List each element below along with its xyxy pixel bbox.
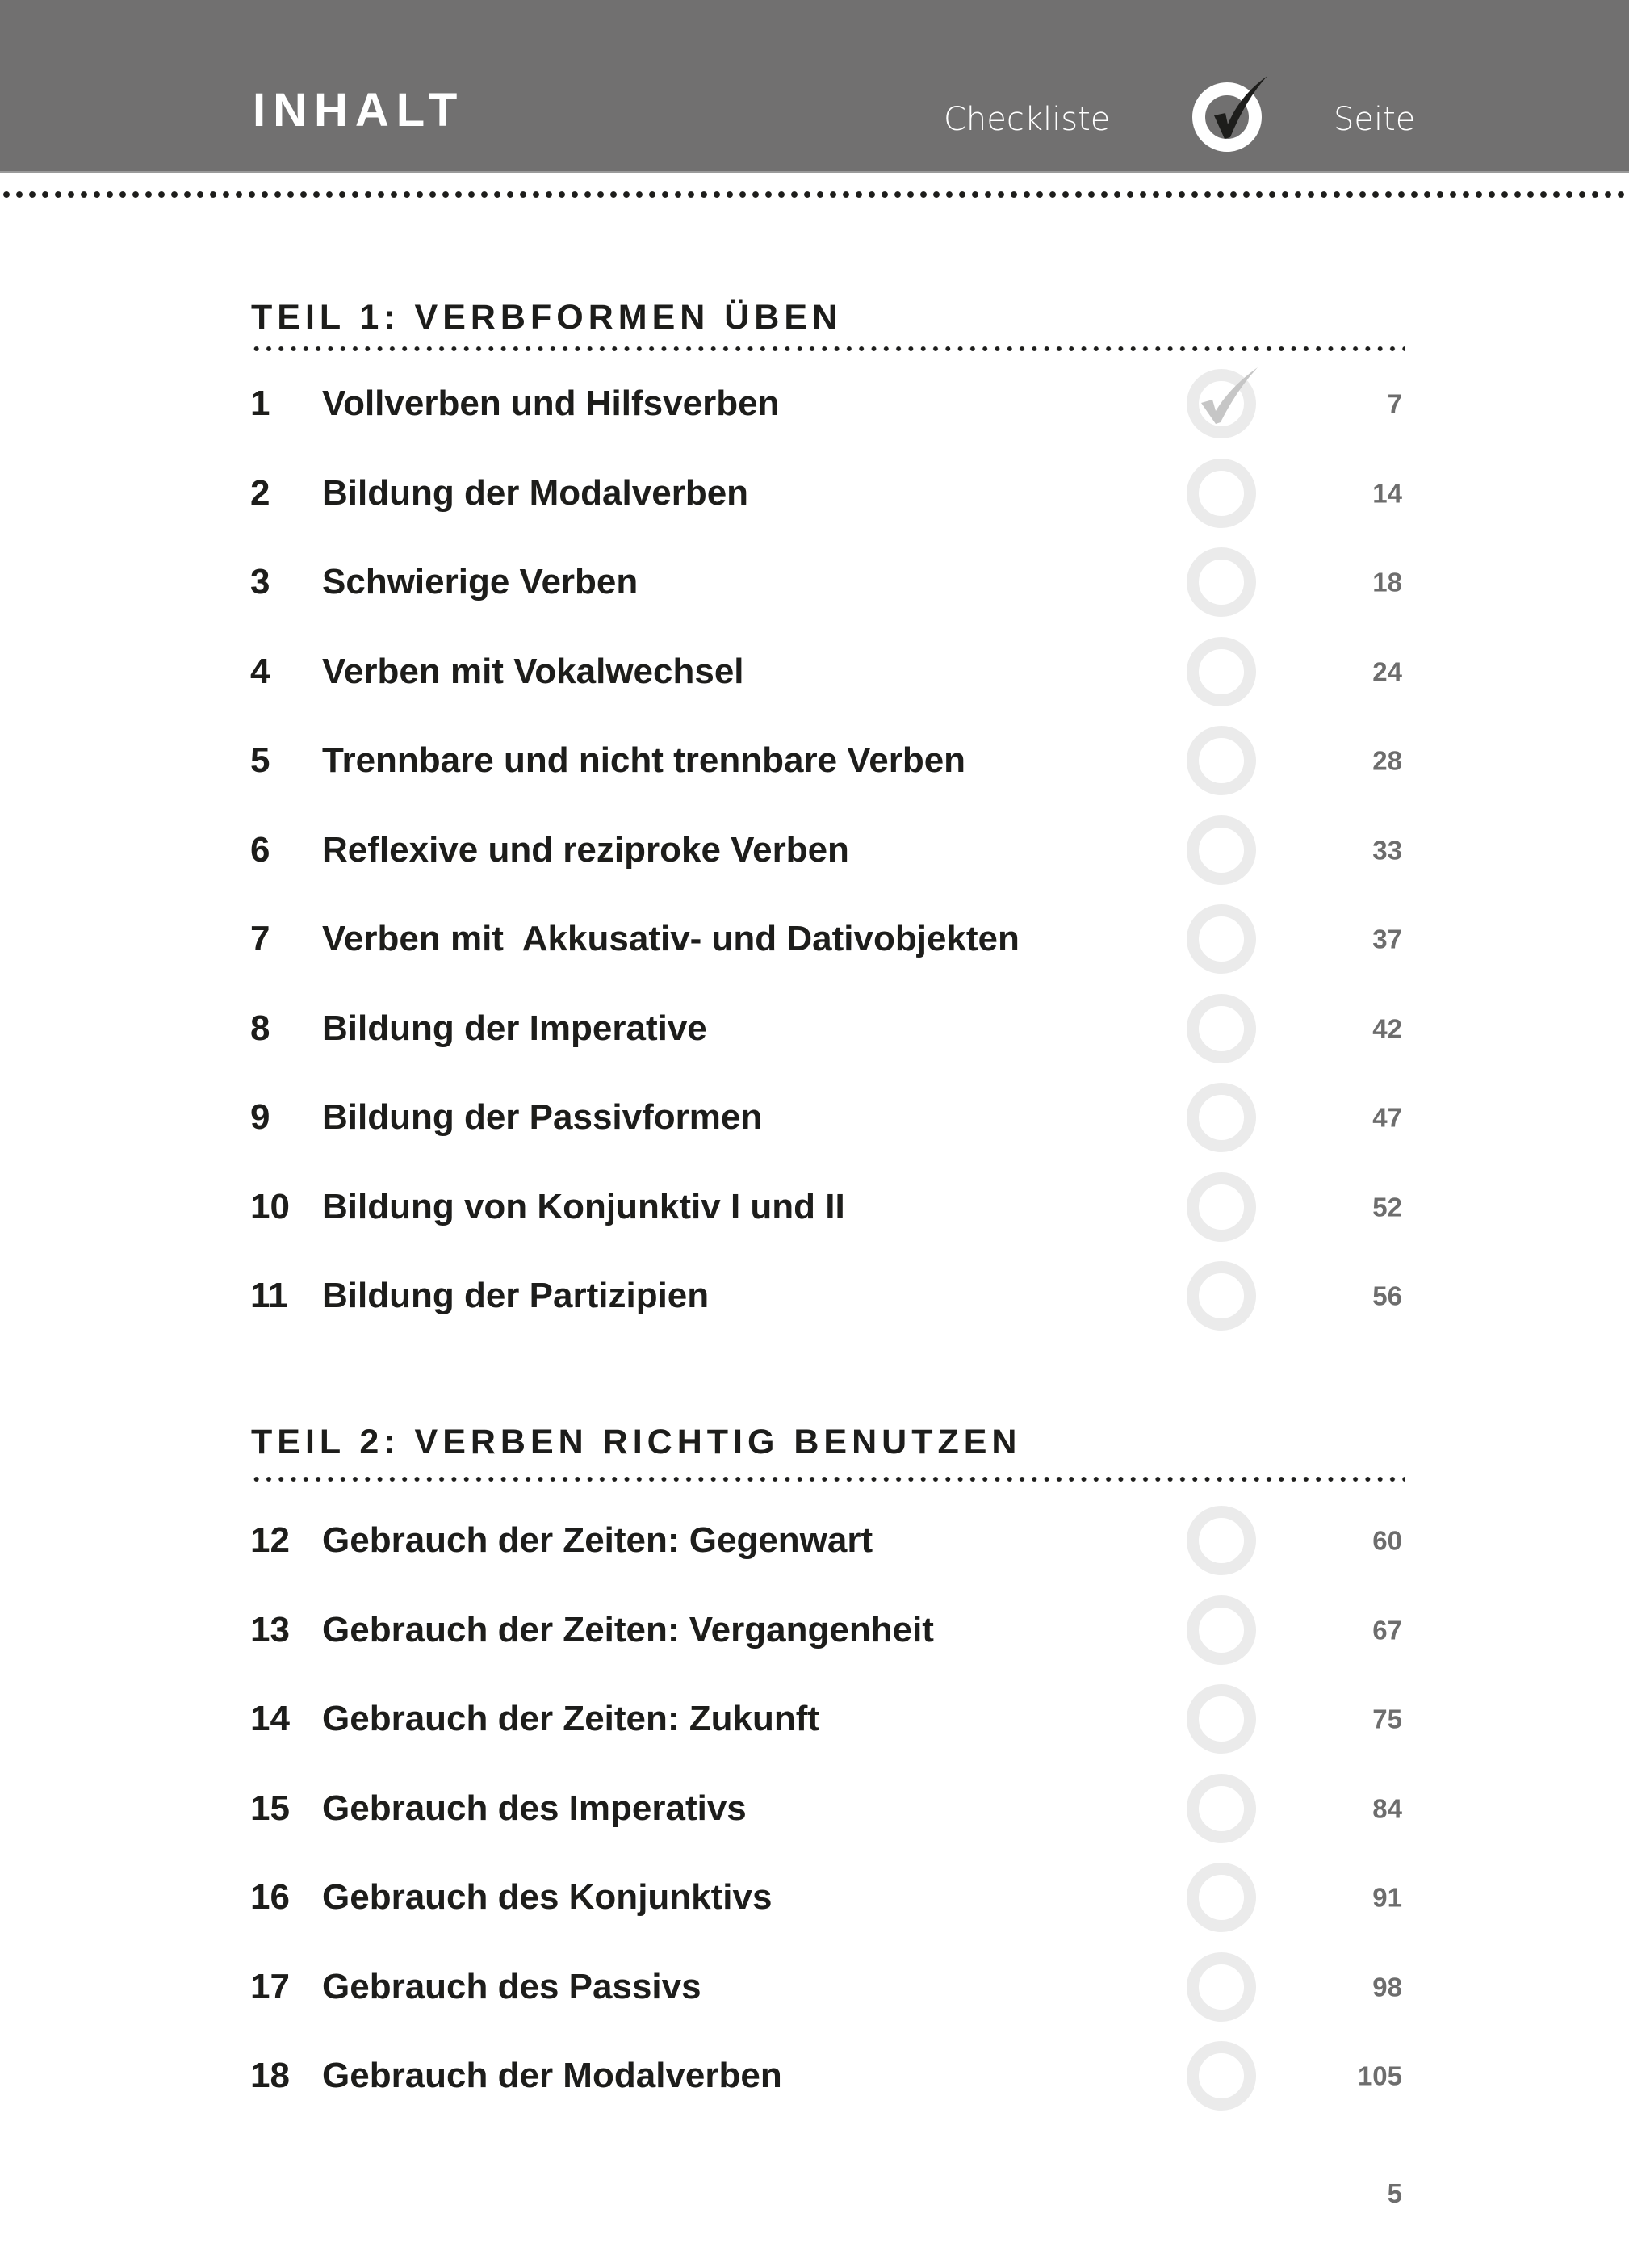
chapter-title[interactable]: Bildung der Modalverben xyxy=(322,472,749,513)
checklist-checkbox[interactable] xyxy=(1187,1083,1256,1152)
chapter-page-number: 98 xyxy=(1372,1972,1402,2002)
header-dotted-divider xyxy=(0,191,1629,199)
toc-entry[interactable] xyxy=(0,1853,1629,1942)
toc-entry[interactable] xyxy=(0,984,1629,1073)
page-title: INHALT xyxy=(253,84,465,136)
chapter-title[interactable]: Gebrauch des Imperativs xyxy=(322,1788,747,1828)
chapter-page-number: 28 xyxy=(1372,745,1402,776)
checkbox-ring-icon xyxy=(1187,1506,1256,1575)
page-column-label: Seite xyxy=(1334,101,1416,138)
checklist-checkbox[interactable] xyxy=(1187,1684,1256,1754)
chapter-page-number: 47 xyxy=(1372,1102,1402,1133)
toc-entry[interactable] xyxy=(0,716,1629,805)
chapter-page-number: 52 xyxy=(1372,1192,1402,1222)
chapter-title[interactable]: Gebrauch der Modalverben xyxy=(322,2056,782,2095)
checkbox-ring-icon xyxy=(1187,994,1256,1063)
chapter-number: 4 xyxy=(250,651,270,691)
chapter-number: 6 xyxy=(250,829,270,870)
chapter-number: 1 xyxy=(250,384,270,423)
toc-entry[interactable] xyxy=(0,1943,1629,2031)
checklist-checkbox-checked[interactable] xyxy=(1187,369,1256,438)
checkbox-ring-icon xyxy=(1187,1774,1256,1843)
chapter-page-number: 33 xyxy=(1372,835,1402,865)
toc-entry[interactable] xyxy=(0,1764,1629,1853)
chapter-title[interactable]: Bildung von Konjunktiv I und II xyxy=(322,1186,845,1226)
checkbox-ring-icon xyxy=(1187,904,1256,974)
checklist-checkbox[interactable] xyxy=(1187,1863,1256,1932)
chapter-number: 16 xyxy=(250,1877,290,1917)
chapter-title[interactable]: Bildung der Imperative xyxy=(322,1008,707,1048)
chapter-title[interactable]: Gebrauch des Passivs xyxy=(322,1966,701,2006)
checkbox-ring-icon xyxy=(1187,726,1256,795)
checklist-checkbox[interactable] xyxy=(1187,637,1256,706)
chapter-number: 2 xyxy=(250,472,270,513)
checkbox-ring-icon xyxy=(1187,547,1256,617)
toc-entry[interactable] xyxy=(0,2031,1629,2120)
checklist-checkbox[interactable] xyxy=(1187,994,1256,1063)
checkbox-ring-icon xyxy=(1187,637,1256,706)
toc-entry[interactable] xyxy=(0,895,1629,983)
toc-entry[interactable] xyxy=(0,1586,1629,1675)
chapter-title[interactable]: Trennbare und nicht trennbare Verben xyxy=(322,740,966,780)
checklist-checkbox[interactable] xyxy=(1187,1506,1256,1575)
checkbox-ring-icon xyxy=(1187,1172,1256,1242)
checkbox-ring-icon xyxy=(1187,2041,1256,2111)
chapter-number: 8 xyxy=(250,1008,270,1048)
checklist-checkbox[interactable] xyxy=(1187,904,1256,974)
toc-entry[interactable] xyxy=(0,627,1629,716)
chapter-page-number: 18 xyxy=(1372,567,1402,597)
checkbox-ring-icon xyxy=(1187,1083,1256,1152)
chapter-number: 7 xyxy=(250,919,270,958)
checklist-checkbox[interactable] xyxy=(1187,1952,1256,2022)
checkbox-ring-icon xyxy=(1187,1684,1256,1754)
checkbox-ring-icon xyxy=(1187,1863,1256,1932)
chapter-title[interactable]: Gebrauch der Zeiten: Vergangenheit xyxy=(322,1609,934,1650)
chapter-page-number: 24 xyxy=(1372,656,1402,686)
checkbox-ring-icon xyxy=(1187,1595,1256,1665)
chapter-page-number: 7 xyxy=(1387,388,1402,419)
section-dotted-divider xyxy=(250,346,1405,352)
toc-entry[interactable] xyxy=(0,538,1629,627)
chapter-title[interactable]: Reflexive und reziproke Verben xyxy=(322,829,849,870)
check-circle-icon xyxy=(1190,71,1271,152)
checkbox-ring-icon xyxy=(1187,1952,1256,2022)
toc-entry[interactable] xyxy=(0,1163,1629,1251)
toc-entry[interactable] xyxy=(0,359,1629,448)
chapter-number: 10 xyxy=(250,1186,290,1226)
chapter-page-number: 56 xyxy=(1372,1281,1402,1311)
chapter-title[interactable]: Gebrauch des Konjunktivs xyxy=(322,1877,773,1917)
chapter-number: 17 xyxy=(250,1966,290,2006)
chapter-title[interactable]: Gebrauch der Zeiten: Gegenwart xyxy=(322,1520,873,1560)
chapter-number: 14 xyxy=(250,1699,290,1738)
chapter-number: 13 xyxy=(250,1609,290,1650)
checklist-checkbox[interactable] xyxy=(1187,2041,1256,2111)
chapter-page-number: 105 xyxy=(1357,2060,1402,2091)
toc-entry[interactable] xyxy=(0,806,1629,895)
chapter-title[interactable]: Verben mit Akkusativ- und Dativobjekten xyxy=(322,919,1020,958)
checklist-column-label: Checkliste xyxy=(944,101,1111,138)
chapter-title[interactable]: Bildung der Passivformen xyxy=(322,1097,763,1137)
chapter-page-number: 75 xyxy=(1372,1704,1402,1734)
checkbox-ring-icon xyxy=(1187,1261,1256,1331)
chapter-page-number: 67 xyxy=(1372,1615,1402,1645)
toc-entry[interactable] xyxy=(0,449,1629,538)
section-heading: TEIL 1: VERBFORMEN ÜBEN xyxy=(251,298,843,337)
checkbox-ring-icon xyxy=(1187,459,1256,528)
chapter-number: 15 xyxy=(250,1788,290,1828)
chapter-title[interactable]: Bildung der Partizipien xyxy=(322,1276,710,1315)
checklist-checkbox[interactable] xyxy=(1187,1774,1256,1843)
chapter-page-number: 37 xyxy=(1372,924,1402,954)
toc-entry[interactable] xyxy=(0,1496,1629,1585)
checklist-checkbox[interactable] xyxy=(1187,815,1256,885)
chapter-number: 12 xyxy=(250,1520,290,1560)
chapter-page-number: 42 xyxy=(1372,1013,1402,1043)
toc-entry[interactable] xyxy=(0,1675,1629,1763)
section-heading: TEIL 2: VERBEN RICHTIG BENUTZEN xyxy=(251,1423,1022,1461)
chapter-title[interactable]: Vollverben und Hilfsverben xyxy=(322,384,780,423)
checkmark-icon xyxy=(1193,358,1261,426)
chapter-page-number: 84 xyxy=(1372,1793,1402,1823)
chapter-title[interactable]: Gebrauch der Zeiten: Zukunft xyxy=(322,1699,820,1738)
chapter-number: 9 xyxy=(250,1097,270,1137)
checklist-checkbox[interactable] xyxy=(1187,459,1256,528)
chapter-title[interactable]: Schwierige Verben xyxy=(322,562,639,602)
chapter-title[interactable]: Verben mit Vokalwechsel xyxy=(322,651,744,691)
checklist-checkbox[interactable] xyxy=(1187,1595,1256,1665)
checklist-checkbox[interactable] xyxy=(1187,1261,1256,1331)
chapter-number: 3 xyxy=(250,562,270,602)
checklist-checkbox[interactable] xyxy=(1187,547,1256,617)
chapter-number: 11 xyxy=(250,1276,288,1315)
checklist-checkbox[interactable] xyxy=(1187,726,1256,795)
chapter-page-number: 91 xyxy=(1372,1882,1402,1913)
page-number: 5 xyxy=(1387,2178,1402,2208)
toc-entry[interactable] xyxy=(0,1251,1629,1340)
checkbox-ring-icon xyxy=(1187,815,1256,885)
chapter-number: 5 xyxy=(250,740,270,780)
page-header xyxy=(0,0,1629,173)
section-dotted-divider xyxy=(250,1476,1405,1482)
chapter-page-number: 14 xyxy=(1372,478,1402,508)
chapter-page-number: 60 xyxy=(1372,1525,1402,1556)
chapter-number: 18 xyxy=(250,2056,290,2095)
checklist-checkbox[interactable] xyxy=(1187,1172,1256,1242)
toc-entry[interactable] xyxy=(0,1073,1629,1162)
